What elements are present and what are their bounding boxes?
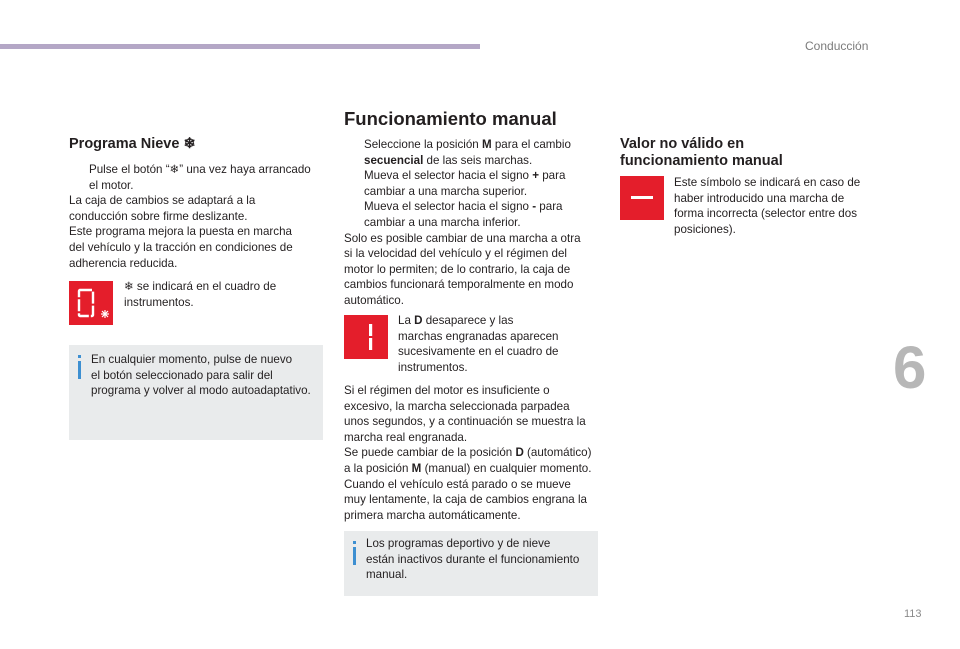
manual-paragraph-2: Si el régimen del motor es insuficiente o excesivo, la marcha seleccionada parpadea unos segundos, y a continuación se muestra la marcha real engranada. (344, 384, 586, 444)
manual-paragraph-1: Solo es posible cambiar de una marcha a otra si la velocidad del vehículo y el régimen del motor lo permiten; de lo contrario, la caja de cambios funcionará temporalmente en modo automático. (344, 231, 581, 307)
page-number: 113 (904, 608, 922, 620)
snow-bullet: Pulse el botón “❄” una vez haya arrancado el motor. (89, 163, 311, 192)
header-accent-bar (0, 44, 480, 49)
info-icon-dot (353, 541, 356, 544)
bullet-shift-down: Mueva el selector hacia el signo - para cambiar a una marcha inferior. (364, 200, 563, 229)
snow-paragraph: La caja de cambios se adaptará a la conducción sobre firme deslizante. Este programa mejora la puesta en marcha del vehículo y la tracción en condiciones de adherencia reducida. (69, 194, 293, 270)
manual-paragraph-4: Cuando el vehículo está parado o se mueve muy lentamente, la caja de cambios engrana la primera marcha automáticamente. (344, 477, 587, 522)
snow-icon-text: ❄ se indicará en el cuadro de instrumentos. (124, 280, 277, 309)
info-icon-dot (78, 355, 81, 358)
middle-column (344, 108, 602, 309)
section-title: Conducción (805, 39, 869, 53)
manual-info-note: Los programas deportivo y de nieve están inactivos durante el funcionamiento manual. (344, 531, 598, 596)
invalid-icon-text: Este símbolo se indicará en caso de haber introducido una marcha de forma incorrecta (selector entre dos posiciones). (674, 176, 861, 236)
gear-icon-text: La D desaparece y las marchas engranadas aparecen sucesivamente en el cuadro de instrumentos. (398, 314, 559, 374)
info-icon (78, 361, 81, 379)
gear-display-icon (344, 315, 388, 359)
snow-info-note: En cualquier momento, pulse de nuevo el botón seleccionado para salir del programa y volver al modo autoadaptativo. (69, 345, 323, 440)
info-icon (353, 547, 356, 565)
right-column (620, 136, 860, 170)
bullet-select-m: Seleccione la posición M para el cambio secuencial de las seis marchas. (364, 138, 571, 167)
manual-paragraph-3: Se puede cambiar de la posición D (automático) a la posición M (manual) en cualquier momento. (344, 446, 592, 475)
invalid-value-title: Valor no válido en funcionamiento manual (620, 136, 783, 169)
snow-program-title: Programa Nieve ❄ (69, 136, 196, 152)
snow-display-icon (69, 281, 113, 325)
bullet-shift-up: Mueva el selector hacia el signo + para cambiar a una marcha superior. (364, 169, 566, 198)
manual-mode-title: Funcionamiento manual (344, 108, 557, 129)
invalid-gear-icon (620, 176, 664, 220)
left-column (69, 136, 324, 271)
middle-column-lower (344, 383, 602, 523)
chapter-number: 6 (893, 334, 927, 401)
